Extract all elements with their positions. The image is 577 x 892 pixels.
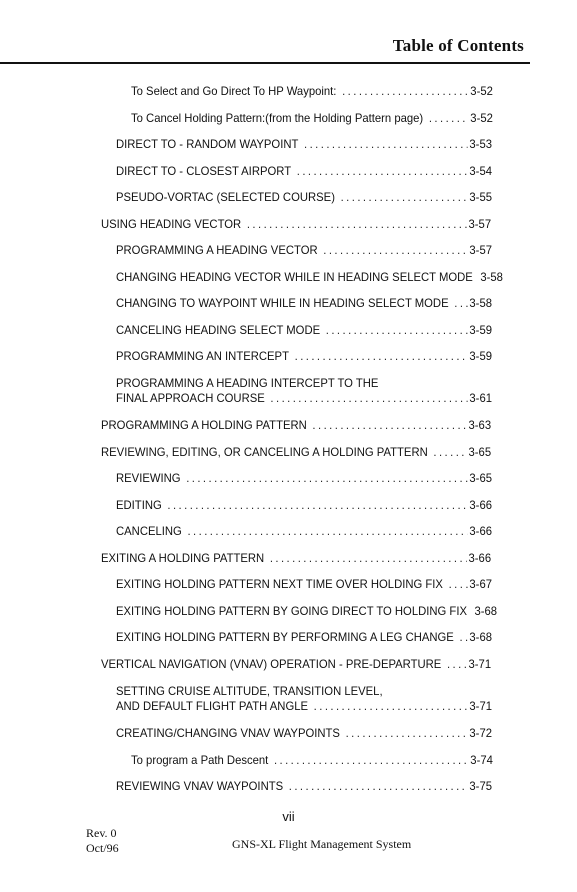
toc-entry-page: 3-66 [469, 524, 492, 538]
toc-entry-title: USING HEADING VECTOR [101, 217, 242, 231]
toc-entry[interactable] [116, 137, 492, 152]
toc-entry-page: 3-68 [474, 604, 498, 618]
toc-entry[interactable] [131, 84, 493, 99]
toc-entry-row [116, 779, 492, 794]
toc-entry-row [116, 391, 492, 406]
toc-entry-row [116, 577, 492, 592]
toc-entry-page: 3-58 [469, 296, 492, 310]
toc-entry[interactable] [116, 270, 503, 285]
toc-entry-title-line: SETTING CRUISE ALTITUDE, TRANSITION LEVEL, [116, 684, 383, 698]
dot-leader [314, 699, 468, 714]
toc-entry-title: DIRECT TO - CLOSEST AIRPORT [116, 164, 292, 178]
dot-leader [433, 445, 466, 460]
toc-entry-page: 3-75 [469, 779, 492, 793]
dot-leader [270, 551, 467, 566]
toc-entry[interactable] [116, 577, 492, 592]
dot-leader [342, 84, 468, 99]
toc-entry-row [116, 190, 492, 205]
toc-entry-row [116, 270, 503, 285]
toc-entry[interactable] [116, 630, 492, 645]
toc-entry-row [116, 604, 498, 619]
toc-entry[interactable] [116, 498, 492, 513]
dot-leader [186, 471, 467, 486]
toc-entry[interactable] [116, 190, 492, 205]
toc-entry[interactable] [116, 779, 492, 794]
toc-entry-row [101, 217, 491, 232]
toc-entry-title: DIRECT TO - RANDOM WAYPOINT [116, 137, 299, 151]
toc-entry-title: PROGRAMMING A HOLDING PATTERN [101, 418, 307, 432]
toc-entry-title: EXITING HOLDING PATTERN BY GOING DIRECT TO HOLDING FIX [116, 604, 467, 618]
toc-entry-title: EXITING HOLDING PATTERN BY PERFORMING A LEG CHANGE [116, 630, 454, 644]
toc-entry-title: To Select and Go Direct To HP Waypoint: [131, 84, 337, 98]
dot-leader [341, 190, 468, 205]
toc-entry-page: 3-57 [469, 243, 492, 257]
toc-entry-title: CREATING/CHANGING VNAV WAYPOINTS [116, 726, 340, 740]
toc-entry-title: PROGRAMMING AN INTERCEPT [116, 349, 289, 363]
toc-entry-row [116, 726, 492, 741]
revision-date: Oct/96 [86, 841, 119, 855]
dot-leader [274, 753, 468, 768]
toc-entry[interactable] [116, 524, 492, 539]
toc-entry[interactable] [116, 604, 498, 619]
toc-entry-row [116, 323, 492, 338]
toc-entry-page: 3-61 [469, 391, 492, 405]
toc-entry-page: 3-67 [469, 577, 492, 591]
dot-leader [429, 111, 469, 126]
dot-leader [289, 779, 468, 794]
toc-entry-title: REVIEWING, EDITING, OR CANCELING A HOLDING PATTERN [101, 445, 428, 459]
toc-entry-title: PSEUDO-VORTAC (SELECTED COURSE) [116, 190, 335, 204]
toc-entry-title: CANCELING [116, 524, 182, 538]
toc-entry-title: CHANGING TO WAYPOINT WHILE IN HEADING SELECT MODE [116, 296, 449, 310]
dot-leader [304, 137, 468, 152]
toc-entry-row [101, 445, 491, 460]
toc-entry-page: 3-71 [469, 699, 492, 713]
dot-leader [454, 296, 467, 311]
toc-entry-title: VERTICAL NAVIGATION (VNAV) OPERATION - PRE-DEPARTURE [101, 657, 442, 671]
toc-entry-title-line: PROGRAMMING A HEADING INTERCEPT TO THE [116, 376, 379, 390]
toc-entry-page: 3-54 [469, 164, 492, 178]
toc-entry[interactable] [116, 726, 492, 741]
toc-entry[interactable] [101, 551, 491, 566]
toc-entry-title: EXITING A HOLDING PATTERN [101, 551, 265, 565]
toc-entry-page: 3-52 [470, 111, 493, 125]
toc-entry[interactable] [116, 684, 492, 714]
toc-entry[interactable] [101, 217, 491, 232]
toc-entry[interactable] [101, 418, 491, 433]
toc-entry-title: PROGRAMMING A HEADING VECTOR [116, 243, 318, 257]
toc-entry-page: 3-53 [469, 137, 492, 151]
toc-entry-title: EXITING HOLDING PATTERN NEXT TIME OVER HOLDING FIX [116, 577, 443, 591]
dot-leader [187, 524, 467, 539]
toc-entry-row [116, 137, 492, 152]
toc-entry-row [101, 418, 491, 433]
toc-entry[interactable] [101, 445, 491, 460]
dot-leader [326, 323, 468, 338]
toc-entry[interactable] [116, 376, 492, 406]
dot-leader [447, 657, 467, 672]
toc-entry[interactable] [116, 323, 492, 338]
toc-entry-row [116, 243, 492, 258]
toc-entry-row [116, 349, 492, 364]
dot-leader [297, 164, 468, 179]
dot-leader [346, 726, 468, 741]
toc-entry-page: 3-71 [468, 657, 492, 671]
dot-leader [270, 391, 467, 406]
dot-leader [295, 349, 468, 364]
toc-entry[interactable] [116, 471, 492, 486]
toc-entry-row [101, 657, 491, 672]
toc-entry[interactable] [131, 753, 493, 768]
toc-entry-page: 3-52 [470, 84, 493, 98]
toc-entry-row [101, 551, 491, 566]
dot-leader [167, 498, 467, 513]
revision-block [86, 826, 119, 856]
toc-entry-row [116, 630, 492, 645]
toc-entry-page: 3-55 [469, 190, 492, 204]
footer-document-title: GNS-XL Flight Management System [232, 837, 412, 851]
toc-entry-title: To Cancel Holding Pattern:(from the Holding Pattern page) [131, 111, 424, 125]
toc-entry-page: 3-57 [468, 217, 492, 231]
toc-entry[interactable] [116, 349, 492, 364]
toc-entry-row [131, 111, 493, 126]
toc-entry[interactable] [116, 164, 492, 179]
revision-label: Rev. 0 [86, 826, 117, 840]
toc-entry[interactable] [116, 243, 492, 258]
toc-entry-title: EDITING [116, 498, 162, 512]
toc-entry-page: 3-74 [470, 753, 493, 767]
toc-entry-row [131, 753, 493, 768]
toc-entry-page: 3-58 [480, 270, 503, 284]
toc-entry-row [116, 498, 492, 513]
toc-entry[interactable] [131, 111, 493, 126]
toc-entry-title: REVIEWING VNAV WAYPOINTS [116, 779, 284, 793]
dot-leader [449, 577, 468, 592]
toc-entry-page: 3-66 [468, 551, 492, 565]
dot-leader [323, 243, 467, 258]
toc-entry-row [116, 524, 492, 539]
toc-entry-page: 3-65 [468, 445, 492, 459]
dot-leader [247, 217, 467, 232]
toc-entry-page: 3-63 [468, 418, 492, 432]
page-title: Table of Contents [392, 36, 524, 55]
dot-leader [312, 418, 466, 433]
toc-entry-page: 3-66 [469, 498, 492, 512]
toc-entry-title: CANCELING HEADING SELECT MODE [116, 323, 321, 337]
toc-entry-title: FINAL APPROACH COURSE [116, 391, 265, 405]
toc-entry-page: 3-65 [469, 471, 492, 485]
toc-entry[interactable] [101, 657, 491, 672]
page-number: vii [282, 809, 295, 824]
toc-entry-row [116, 164, 492, 179]
toc-entry-title: CHANGING HEADING VECTOR WHILE IN HEADING SELECT MODE [116, 270, 473, 284]
toc-entry-page: 3-59 [469, 323, 492, 337]
toc-entry-title: To program a Path Descent [131, 753, 269, 767]
toc-entry-row [116, 699, 492, 714]
toc-entry-row [116, 296, 492, 311]
toc-entry-page: 3-68 [469, 630, 492, 644]
toc-entry-row [116, 471, 492, 486]
toc-entry-title: REVIEWING [116, 471, 181, 485]
dot-leader [459, 630, 467, 645]
toc-entry-page: 3-72 [469, 726, 492, 740]
toc-entry-title: AND DEFAULT FLIGHT PATH ANGLE [116, 699, 309, 713]
toc-entry-page: 3-59 [469, 349, 492, 363]
toc-entry[interactable] [116, 296, 492, 311]
toc-entry-row [131, 84, 493, 99]
